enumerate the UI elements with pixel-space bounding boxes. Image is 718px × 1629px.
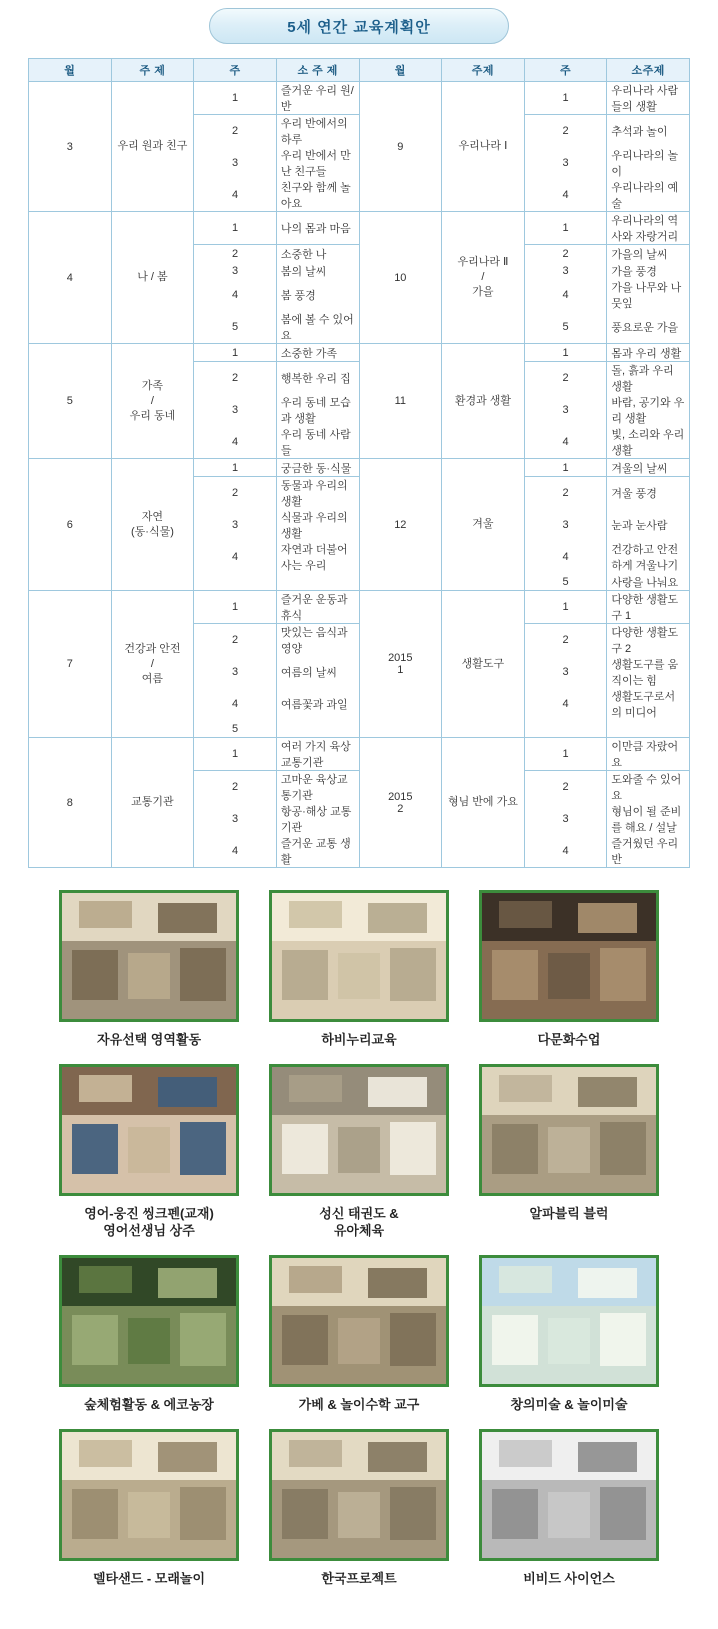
cell-week-left: 3 — [194, 656, 277, 688]
cell-month-right: 10 — [359, 212, 442, 344]
cell-week-right: 2 — [524, 245, 607, 263]
cell-subtheme-right: 가을 나무와 나뭇잎 — [607, 279, 690, 311]
cell-subtheme-right: 우리나라 사람들의 생활 — [607, 82, 690, 115]
cell-week-left: 2 — [194, 115, 277, 148]
cell-week-left: 1 — [194, 738, 277, 771]
cell-week-left: 2 — [194, 362, 277, 395]
cell-week-right: 4 — [524, 279, 607, 311]
cell-week-left — [194, 573, 277, 591]
cell-month-left: 6 — [29, 459, 112, 591]
cell-week-left: 3 — [194, 394, 277, 426]
gallery-item — [56, 1255, 242, 1413]
cell-week-left: 4 — [194, 279, 277, 311]
cell-subtheme-left: 봄 풍경 — [276, 279, 359, 311]
activity-photo — [269, 1429, 449, 1561]
cell-week-right: 2 — [524, 477, 607, 510]
table-row — [29, 82, 690, 115]
cell-week-right: 1 — [524, 738, 607, 771]
cell-week-right: 1 — [524, 344, 607, 362]
cell-theme-left: 건강과 안전 / 여름 — [111, 591, 194, 738]
cell-subtheme-left: 여름의 날씨 — [276, 656, 359, 688]
cell-subtheme-left: 즐거운 운동과 휴식 — [276, 591, 359, 624]
header-subtheme-left: 소 주 제 — [276, 59, 359, 82]
gallery-item — [56, 1064, 242, 1239]
cell-subtheme-right: 겨울 풍경 — [607, 477, 690, 510]
photo-gallery — [0, 868, 718, 1629]
cell-month-right: 2015 2 — [359, 738, 442, 868]
cell-week-right: 3 — [524, 803, 607, 835]
gallery-row — [0, 1255, 718, 1413]
photo-caption: 비비드 사이언스 — [523, 1571, 615, 1586]
header-subtheme-right: 소주제 — [607, 59, 690, 82]
page-title-banner — [209, 8, 509, 44]
cell-month-left: 8 — [29, 738, 112, 868]
cell-subtheme-right: 빛, 소리와 우리 생활 — [607, 426, 690, 459]
table-header-row — [29, 59, 690, 82]
cell-subtheme-left: 동물과 우리의 생활 — [276, 477, 359, 510]
cell-theme-left: 우리 원과 친구 — [111, 82, 194, 212]
gallery-row — [0, 1429, 718, 1587]
cell-week-right: 2 — [524, 624, 607, 657]
cell-subtheme-right: 사랑을 나눠요 — [607, 573, 690, 591]
cell-week-right: 1 — [524, 82, 607, 115]
cell-subtheme-right: 가을의 날씨 — [607, 245, 690, 263]
cell-theme-right: 형님 반에 가요 — [442, 738, 525, 868]
cell-subtheme-left: 자연과 더불어 사는 우리 — [276, 541, 359, 573]
cell-subtheme-right: 겨울의 날씨 — [607, 459, 690, 477]
gallery-row — [0, 1064, 718, 1239]
cell-theme-left: 교통기관 — [111, 738, 194, 868]
header-week-left: 주 — [194, 59, 277, 82]
cell-subtheme-left — [276, 573, 359, 591]
cell-week-right: 5 — [524, 573, 607, 591]
cell-week-right: 1 — [524, 459, 607, 477]
cell-week-right: 2 — [524, 115, 607, 148]
plan-table-section — [0, 44, 718, 868]
cell-week-left: 3 — [194, 509, 277, 541]
cell-subtheme-left: 여름꽃과 과일 — [276, 688, 359, 720]
cell-subtheme-left: 우리 반에서의 하루 — [276, 115, 359, 148]
cell-week-left: 2 — [194, 624, 277, 657]
cell-subtheme-right: 눈과 눈사람 — [607, 509, 690, 541]
photo-caption: 가베 & 놀이수학 교구 — [298, 1397, 420, 1412]
cell-subtheme-left: 나의 몸과 마음 — [276, 212, 359, 245]
photo-caption: 숲체험활동 & 에코농장 — [84, 1397, 214, 1412]
cell-subtheme-left: 봄에 볼 수 있어요 — [276, 311, 359, 344]
cell-subtheme-left: 행복한 우리 집 — [276, 362, 359, 395]
cell-theme-left: 가족 / 우리 동네 — [111, 344, 194, 459]
cell-week-right: 2 — [524, 771, 607, 804]
cell-week-left: 1 — [194, 82, 277, 115]
cell-month-left: 3 — [29, 82, 112, 212]
cell-month-right: 11 — [359, 344, 442, 459]
cell-week-left: 4 — [194, 541, 277, 573]
cell-subtheme-right — [607, 720, 690, 738]
cell-subtheme-left: 친구와 함께 놀아요 — [276, 179, 359, 212]
cell-week-left: 1 — [194, 459, 277, 477]
activity-photo — [269, 890, 449, 1022]
cell-subtheme-right: 도와줄 수 있어요 — [607, 771, 690, 804]
cell-subtheme-right: 다양한 생활도구 1 — [607, 591, 690, 624]
header-week-right: 주 — [524, 59, 607, 82]
photo-caption: 하비누리교육 — [321, 1032, 397, 1047]
activity-photo — [479, 890, 659, 1022]
cell-week-right: 3 — [524, 656, 607, 688]
cell-subtheme-left: 여러 가지 육상교통기관 — [276, 738, 359, 771]
cell-week-left: 2 — [194, 245, 277, 263]
cell-week-left: 3 — [194, 147, 277, 179]
cell-month-right: 12 — [359, 459, 442, 591]
cell-week-left: 5 — [194, 311, 277, 344]
cell-week-left: 1 — [194, 591, 277, 624]
cell-month-left: 5 — [29, 344, 112, 459]
header-month-right: 월 — [359, 59, 442, 82]
cell-week-right — [524, 720, 607, 738]
activity-photo — [59, 1255, 239, 1387]
table-row — [29, 459, 690, 477]
cell-subtheme-right: 우리나라의 놀이 — [607, 147, 690, 179]
cell-subtheme-left: 우리 동네 사람들 — [276, 426, 359, 459]
cell-week-right: 4 — [524, 541, 607, 573]
table-body — [29, 82, 690, 868]
cell-theme-right: 겨울 — [442, 459, 525, 591]
cell-week-left: 3 — [194, 262, 277, 279]
cell-week-right: 5 — [524, 311, 607, 344]
cell-week-left: 4 — [194, 688, 277, 720]
cell-week-right: 2 — [524, 362, 607, 395]
cell-subtheme-right: 형님이 될 준비를 해요 / 설날 — [607, 803, 690, 835]
header-month-left: 월 — [29, 59, 112, 82]
photo-caption: 창의미술 & 놀이미술 — [510, 1397, 628, 1412]
cell-week-right: 4 — [524, 835, 607, 868]
cell-theme-left: 나 / 봄 — [111, 212, 194, 344]
gallery-item — [476, 1255, 662, 1413]
gallery-item — [476, 1064, 662, 1239]
gallery-item — [266, 1255, 452, 1413]
cell-week-left: 2 — [194, 771, 277, 804]
cell-week-right: 4 — [524, 688, 607, 720]
cell-subtheme-left: 항공·해상 교통기관 — [276, 803, 359, 835]
photo-caption: 영어-웅진 씽크펜(교재) 영어선생님 상주 — [84, 1206, 214, 1238]
cell-subtheme-left: 우리 반에서 만난 친구들 — [276, 147, 359, 179]
cell-subtheme-left: 우리 동네 모습과 생활 — [276, 394, 359, 426]
table-row — [29, 591, 690, 624]
activity-photo — [479, 1429, 659, 1561]
activity-photo — [59, 890, 239, 1022]
cell-subtheme-right: 우리나라의 역사와 자랑거리 — [607, 212, 690, 245]
activity-photo — [59, 1429, 239, 1561]
cell-week-right: 1 — [524, 212, 607, 245]
cell-week-right: 3 — [524, 394, 607, 426]
cell-week-left: 4 — [194, 426, 277, 459]
gallery-row — [0, 890, 718, 1048]
cell-subtheme-right: 몸과 우리 생활 — [607, 344, 690, 362]
cell-week-right: 3 — [524, 147, 607, 179]
cell-week-left: 4 — [194, 835, 277, 868]
photo-caption: 다문화수업 — [537, 1032, 601, 1047]
cell-week-right: 4 — [524, 179, 607, 212]
activity-photo — [269, 1255, 449, 1387]
cell-subtheme-right: 생활도구를 움직이는 힘 — [607, 656, 690, 688]
cell-subtheme-left — [276, 720, 359, 738]
cell-subtheme-left: 고마운 육상교통기관 — [276, 771, 359, 804]
cell-subtheme-right: 추석과 놀이 — [607, 115, 690, 148]
cell-subtheme-left: 궁금한 동·식물 — [276, 459, 359, 477]
cell-theme-right: 우리나라 Ⅰ — [442, 82, 525, 212]
cell-subtheme-left: 소중한 가족 — [276, 344, 359, 362]
cell-subtheme-right: 이만큼 자랐어요 — [607, 738, 690, 771]
gallery-item — [476, 890, 662, 1048]
activity-photo — [59, 1064, 239, 1196]
cell-theme-right: 환경과 생활 — [442, 344, 525, 459]
header-theme-right: 주제 — [442, 59, 525, 82]
gallery-item — [476, 1429, 662, 1587]
photo-caption: 성신 태권도 & 유아체육 — [319, 1206, 399, 1238]
cell-subtheme-right: 바람, 공기와 우리 생활 — [607, 394, 690, 426]
gallery-item — [56, 890, 242, 1048]
cell-week-right: 3 — [524, 509, 607, 541]
header-theme-left: 주 제 — [111, 59, 194, 82]
photo-caption: 알파블릭 블럭 — [529, 1206, 609, 1221]
cell-subtheme-right: 생활도구로서의 미디어 — [607, 688, 690, 720]
cell-subtheme-right: 다양한 생활도구 2 — [607, 624, 690, 657]
cell-subtheme-right: 즐거웠던 우리 반 — [607, 835, 690, 868]
activity-photo — [479, 1255, 659, 1387]
cell-month-right: 2015 1 — [359, 591, 442, 738]
cell-month-left: 7 — [29, 591, 112, 738]
table-row — [29, 344, 690, 362]
cell-week-left: 4 — [194, 179, 277, 212]
table-head — [29, 59, 690, 82]
cell-month-right: 9 — [359, 82, 442, 212]
gallery-item — [266, 1429, 452, 1587]
cell-subtheme-left: 즐거운 교통 생활 — [276, 835, 359, 868]
cell-subtheme-right: 우리나라의 예술 — [607, 179, 690, 212]
cell-week-right: 1 — [524, 591, 607, 624]
cell-week-right: 3 — [524, 262, 607, 279]
cell-week-left: 5 — [194, 720, 277, 738]
cell-week-left: 3 — [194, 803, 277, 835]
cell-week-left: 2 — [194, 477, 277, 510]
cell-subtheme-left: 소중한 나 — [276, 245, 359, 263]
cell-theme-right: 생활도구 — [442, 591, 525, 738]
cell-week-left: 1 — [194, 344, 277, 362]
annual-education-plan-table — [28, 58, 690, 868]
table-row — [29, 212, 690, 245]
photo-caption: 자유선택 영역활동 — [96, 1032, 202, 1047]
cell-theme-right: 우리나라 Ⅱ / 가을 — [442, 212, 525, 344]
cell-month-left: 4 — [29, 212, 112, 344]
gallery-item — [266, 890, 452, 1048]
cell-subtheme-right: 돌, 흙과 우리 생활 — [607, 362, 690, 395]
gallery-item — [56, 1429, 242, 1587]
photo-caption: 한국프로젝트 — [321, 1571, 397, 1586]
cell-subtheme-left: 맛있는 음식과 영양 — [276, 624, 359, 657]
gallery-item — [266, 1064, 452, 1239]
cell-subtheme-left: 봄의 날씨 — [276, 262, 359, 279]
cell-week-left: 1 — [194, 212, 277, 245]
page-title: 5세 연간 교육계획안 — [287, 18, 431, 36]
activity-photo — [479, 1064, 659, 1196]
title-section — [0, 0, 718, 44]
cell-week-right: 4 — [524, 426, 607, 459]
table-row — [29, 738, 690, 771]
photo-caption: 델타샌드 - 모래놀이 — [92, 1571, 206, 1586]
cell-subtheme-left: 식물과 우리의 생활 — [276, 509, 359, 541]
cell-theme-left: 자연 (동·식물) — [111, 459, 194, 591]
activity-photo — [269, 1064, 449, 1196]
cell-subtheme-left: 즐거운 우리 원/ 반 — [276, 82, 359, 115]
cell-subtheme-right: 가을 풍경 — [607, 262, 690, 279]
cell-subtheme-right: 건강하고 안전하게 겨울나기 — [607, 541, 690, 573]
cell-subtheme-right: 풍요로운 가을 — [607, 311, 690, 344]
